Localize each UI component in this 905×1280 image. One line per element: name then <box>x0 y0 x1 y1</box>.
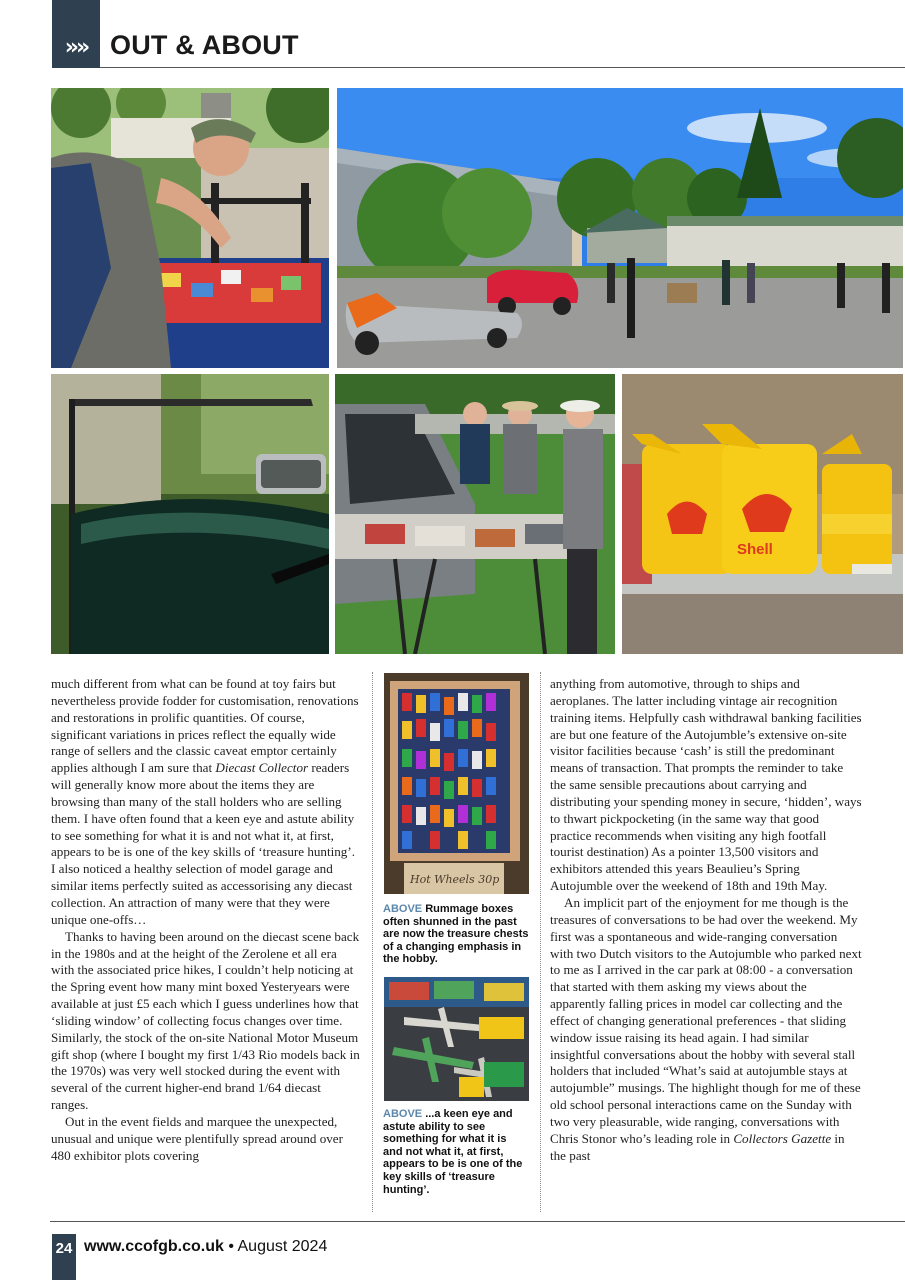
caption-2-text: ...a keen eye and astute ability to see something for what it is and not what it, at first, appears to be is one of the key skills of ‘treasure hunting’. <box>383 1108 523 1196</box>
photo-model-planes <box>384 977 529 1101</box>
column-divider-left <box>372 672 373 1212</box>
caption-keen-eye <box>383 1108 529 1196</box>
col3-paragraph-1: anything from automotive, through to ships and aeroplanes. The latter including vintage air recognition training items. Helpfully cash withdrawal banking facilities are but one feature of the Autojumble’s extensive on-site visitor facilities because ‘cash’ is still the predominant means of transaction. That prompts the reminder to take the same sensible precautions about carrying and distributing your spending money in secure, ‘hidden’, ways to thwart pickpocketing (in the same way that good practice recommends when visiting any high footfall tourist destination) As a pointer 13,500 visitors and exhibitors attended this years Beaulieu’s Spring Autojumble over the weekend of 18th and 19th May. <box>550 676 862 894</box>
footer-line <box>84 1238 327 1256</box>
col3-paragraph-2: An implicit part of the enjoyment for me though is the treasures of conversations to be had over the weekend. My first was a spontaneous and wide-ranging conversation with two Dutch visitors to the Autojumble who parked next to me as I arrived in the car park at 08:00 - a conversation that started with them asking my views about the apparently falling prices in model car collecting and the effect of changing generational preferences - that sliding window issue raising its head again. I had similar insightful conversations about the hobby with several stall holders that included “What’s said at autojumble stays at autojumble” musings. The highlight though for me of these old school personal interactions came on the Sunday with two very pleasurable, wide ranging, conversations with Chris Stonor who’s leading role in Collectors Gazette in the past <box>550 894 862 1163</box>
caption-2-lead: ABOVE <box>383 1108 423 1120</box>
shell-logo-text: Shell <box>737 541 773 558</box>
section-chevrons: »» <box>52 0 100 68</box>
photo-tables-crowd <box>335 374 615 654</box>
page-number: 24 <box>52 1234 76 1280</box>
header-rule <box>100 67 905 68</box>
footer-issue: August 2024 <box>237 1238 328 1255</box>
photo-shell-oil-cans <box>622 374 903 654</box>
article-column-3 <box>550 676 862 1164</box>
footer-rule <box>50 1221 905 1222</box>
caption-rummage-boxes <box>383 903 529 966</box>
col1-paragraph-3: Out in the event fields and marquee the unexpected, unusual and unique were plentifully spread around over 480 exhibitor plots covering <box>51 1113 343 1163</box>
photo-man-browsing-stall <box>51 88 329 368</box>
col1-paragraph-1: much different from what can be found at toy fairs but nevertheless provide fodder for customisation, renovations and restorations in prolific quantities. Of course, significant variations in prices reflect the equally wide range of sellers and the classic caveat emptor certainly applies although I am sure that Diecast Collector readers will generally know more about the items they are browsing than many of the stall holders who are selling them. I have often found that a keen eye and astute ability to see something for what it is and not what it, at first, appears to be is one of the key skills of ‘treasure hunting’. I also noticed a healthy selection of model garage and similar items perfectly suited as accessorising any diecast collection. An attraction of many were that they were unique one-offs… <box>51 676 359 927</box>
article-column-1 <box>51 676 360 1164</box>
footer-separator: • <box>228 1238 234 1255</box>
photo-vintage-car-detail <box>51 374 329 654</box>
col1-paragraph-2: Thanks to having been around on the diecast scene back in the 1980s and at the height of the Zerolene et all era with the associated price hikes, I couldn’t help noticing at the Spring event how many mint boxed Yesteryears were available at just £5 each which I guess underlines how that ‘sliding window’ of collecting focus changes over time. Similarly, the stock of the on-site National Motor Museum gift shop (where I bought my first 1/43 Rio models back in the 1970s) was very well stocked during the event with several of the current higher-end brand 1/64 diecast ranges. <box>51 928 360 1113</box>
caption-1-text: Rummage boxes often shunned in the past are now the treasure chests of a changing emphasis in the hobby. <box>383 903 529 966</box>
photo-beaulieu-building-cars <box>337 88 903 368</box>
section-title: OUT & ABOUT <box>110 30 299 60</box>
column-divider-right <box>540 672 541 1212</box>
photo-rummage-box <box>384 673 529 894</box>
footer-url[interactable]: www.ccofgb.co.uk <box>84 1238 224 1255</box>
hot-wheels-sign: Hot Wheels 30p <box>410 873 500 886</box>
caption-1-lead: ABOVE <box>383 903 423 915</box>
